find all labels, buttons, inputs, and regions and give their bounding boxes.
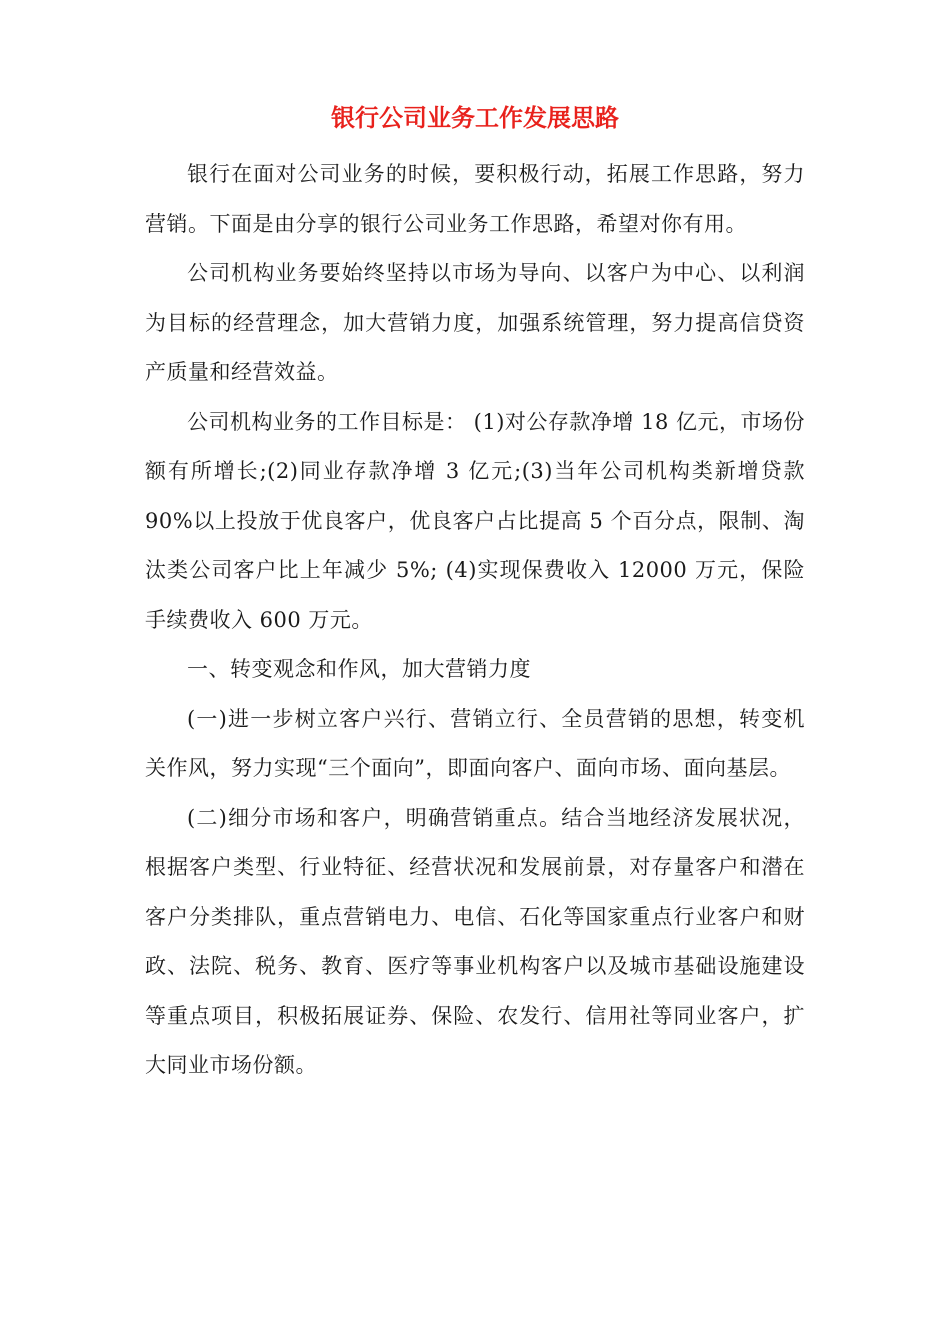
document-title: 银行公司业务工作发展思路 (331, 104, 619, 132)
document-body (145, 150, 805, 1091)
paragraph-item-two: (二)细分市场和客户，明确营销重点。结合当地经济发展状况，根据客户类型、行业特征、经营状况和发展前景，对存量客户和潜在客户分类排队，重点营销电力、电信、石化等国家重点行业客户和财政、法院、税务、教育、医疗等事业机构客户以及城市基础设施建设等重点项目，积极拓展证券、保险、农发行、信用社等同业客户，扩大同业市场份额。 (145, 805, 805, 1077)
paragraph-goals: 公司机构业务的工作目标是： (1)对公存款净增 18 亿元，市场份额有所增长;(2)同业存款净增 3 亿元;(3)当年公司机构类新增贷款 90%以上投放于优良客户，优良客户占比提高 5 个百分点，限制、淘汰类公司客户比上年减少 5%; (4)实现保费收入 12000 万元，保险手续费收入 600 万元。 (145, 409, 805, 632)
paragraph-philosophy: 公司机构业务要始终坚持以市场为导向、以客户为中心、以利润为目标的经营理念，加大营销力度，加强系统管理，努力提高信贷资产质量和经营效益。 (145, 261, 805, 384)
paragraph-intro: 银行在面对公司业务的时候，要积极行动，拓展工作思路，努力营销。下面是由分享的银行公司业务工作思路，希望对你有用。 (145, 162, 805, 236)
paragraph-item-one: (一)进一步树立客户兴行、营销立行、全员营销的思想，转变机关作风，努力实现“三个面向”，即面向客户、面向市场、面向基层。 (145, 706, 805, 780)
section-heading-one: 一、转变观念和作风，加大营销力度 (187, 657, 531, 681)
